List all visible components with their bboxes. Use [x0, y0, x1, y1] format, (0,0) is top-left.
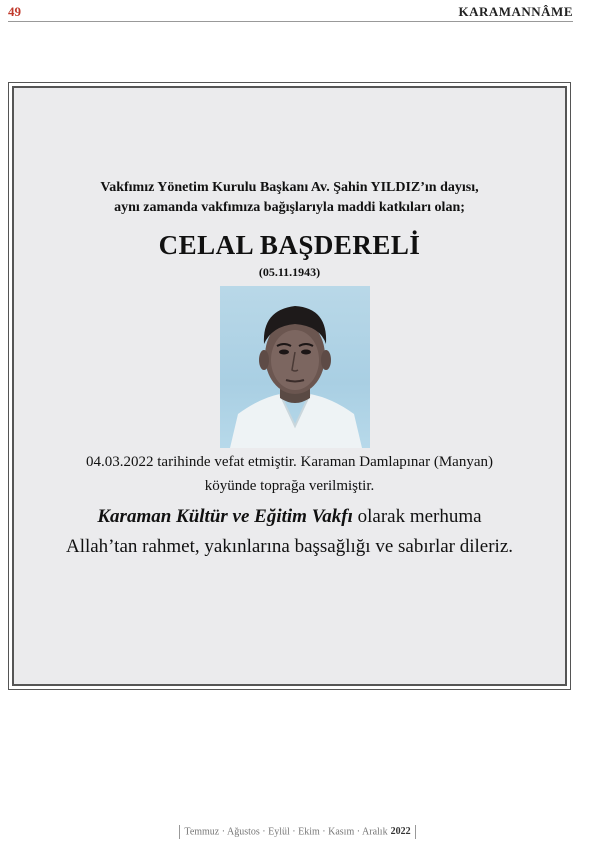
- intro-line-1: Vakfımız Yönetim Kurulu Başkanı Av. Şahin YILDIZ’ın dayısı,: [100, 180, 479, 195]
- death-info-line-2: köyünde toprağa verilmiştir.: [204, 478, 375, 494]
- birth-date: (05.11.1943): [258, 265, 321, 279]
- condolence-line-2: Allah’tan rahmet, yakınlarına başsağlığı ve sabırlar dileriz.: [65, 536, 514, 557]
- obituary-frame: [8, 82, 571, 690]
- page-header: [8, 4, 573, 22]
- footer-divider-right: [415, 825, 416, 839]
- portrait-photo: [220, 286, 370, 448]
- footer-months: Temmuz · Ağustos · Eylül · Ekim · Kasım · Aralık: [184, 826, 388, 838]
- obituary-panel: [12, 86, 567, 686]
- footer-divider-left: [179, 825, 180, 839]
- condolence-line-1-rest: olarak merhuma: [352, 506, 482, 527]
- header-divider: [8, 21, 573, 22]
- portrait-illustration: [220, 286, 370, 448]
- deceased-name: CELAL BAŞDERELİ: [158, 230, 421, 260]
- footer-year: 2022: [390, 826, 411, 838]
- page-footer: [0, 825, 595, 839]
- magazine-title: KARAMANNÂME: [458, 4, 573, 19]
- foundation-name: Karaman Kültür ve Eğitim Vakfı: [97, 506, 353, 527]
- condolence-line-1: [14, 506, 565, 528]
- intro-line-2: aynı zamanda vakfımıza bağışlarıyla maddi katkıları olan;: [114, 200, 465, 215]
- page-number: 49: [8, 4, 21, 19]
- death-info-line-1: 04.03.2022 tarihinde vefat etmiştir. Karaman Damlapınar (Manyan): [86, 454, 493, 470]
